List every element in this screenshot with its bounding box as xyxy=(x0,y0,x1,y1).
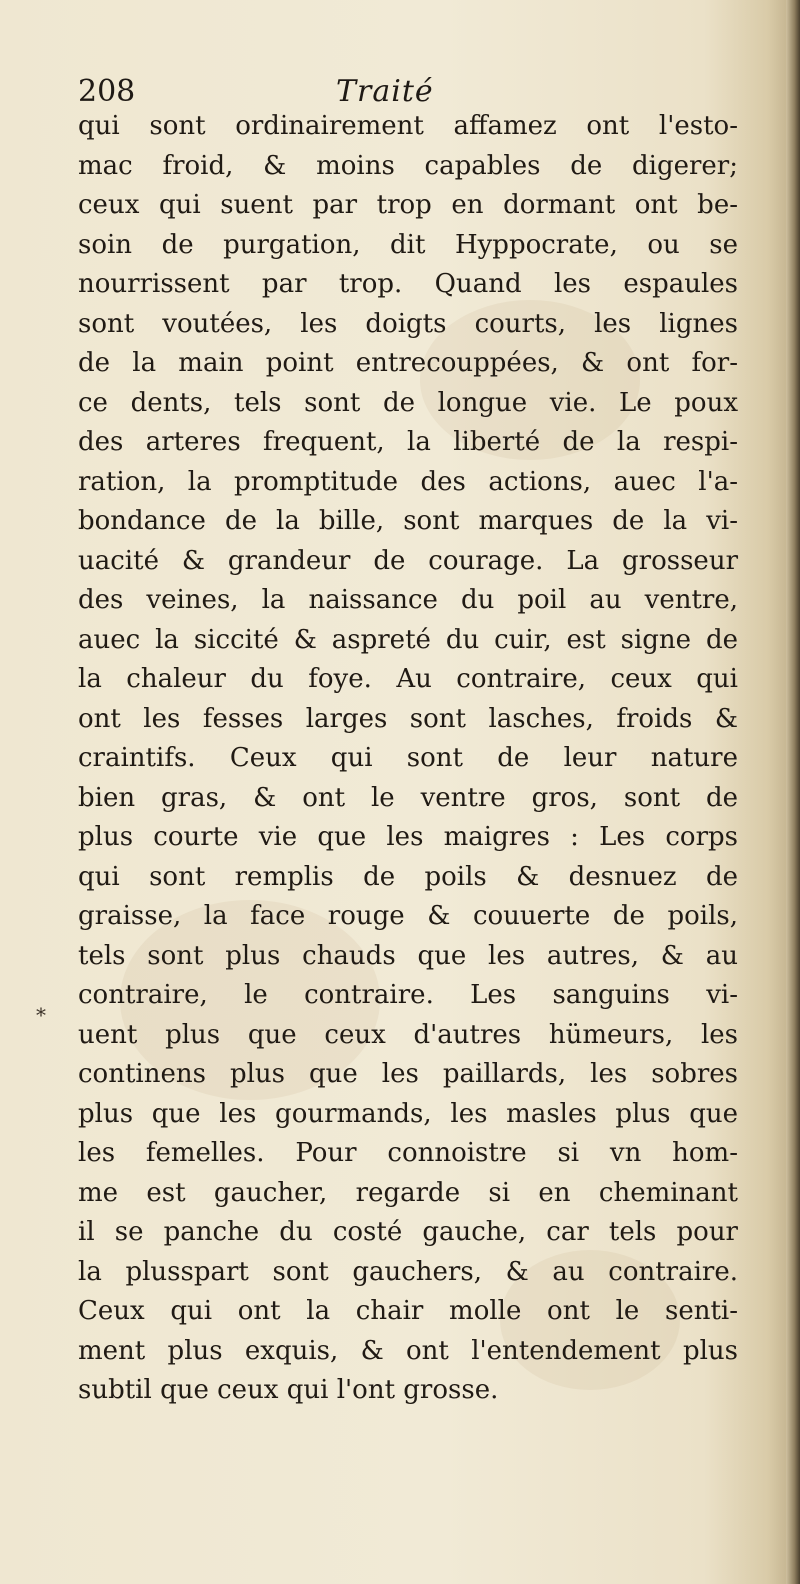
text-line: continens plus que les paillards, les sobres xyxy=(78,1059,738,1089)
text-line: me est gaucher, regarde si en cheminant xyxy=(78,1177,738,1208)
text-line: ce dents, tels sont de longue vie. Le poux xyxy=(78,387,738,418)
text-line: sont voutées, les doigts courts, les lignes xyxy=(78,308,738,339)
running-title: Traité xyxy=(336,74,434,109)
text-line: des arteres frequent, la liberté de la respi- xyxy=(78,427,738,457)
text-line: auec la siccité & aspreté du cuir, est signe de xyxy=(78,624,738,655)
text-line: tels sont plus chauds que les autres, & au xyxy=(78,940,738,971)
text-line: uent plus que ceux d'autres hümeurs, les xyxy=(78,1019,738,1050)
text-line: bien gras, & ont le ventre gros, sont de xyxy=(78,782,738,813)
page-edge xyxy=(786,0,800,1584)
text-line: la chaleur du foye. Au contraire, ceux qui xyxy=(78,664,738,694)
text-line: craintifs. Ceux qui sont de leur nature xyxy=(78,743,738,773)
text-line: bondance de la bille, sont marques de la vi- xyxy=(78,506,738,536)
text-line: de la main point entrecouppées, & ont for- xyxy=(78,348,738,378)
text-line: il se panche du costé gauche, car tels pour xyxy=(78,1217,738,1247)
text-line: les femelles. Pour connoistre si vn hom- xyxy=(78,1138,738,1168)
text-line: subtil que ceux qui l'ont grosse. xyxy=(78,1375,499,1405)
text-line: soin de purgation, dit Hyppocrate, ou se xyxy=(78,229,738,260)
body-text xyxy=(78,107,738,1411)
text-line: qui sont ordinairement affamez ont l'esto- xyxy=(78,111,738,141)
text-line: ment plus exquis, & ont l'entendement plus xyxy=(78,1335,738,1366)
text-line: mac froid, & moins capables de digerer; xyxy=(78,150,738,181)
text-line: nourrissent par trop. Quand les espaules xyxy=(78,269,738,299)
page-number: 208 xyxy=(78,74,136,109)
text-line: contraire, le contraire. Les sanguins vi- xyxy=(78,980,738,1010)
text-line: qui sont remplis de poils & desnuez de xyxy=(78,861,738,892)
text-line: ceux qui suent par trop en dormant ont be- xyxy=(78,190,738,220)
text-line: plus courte vie que les maigres : Les corps xyxy=(78,822,738,852)
text-line: la plusspart sont gauchers, & au contraire. xyxy=(78,1256,738,1287)
page-header xyxy=(78,72,498,112)
text-line: uacité & grandeur de courage. La grosseur xyxy=(78,545,738,576)
margin-asterisk: * xyxy=(36,1003,46,1027)
text-line: ration, la promptitude des actions, auec l'a- xyxy=(78,466,738,497)
text-line: ont les fesses larges sont lasches, froids & xyxy=(78,703,738,734)
text-line: des veines, la naissance du poil au ventre, xyxy=(78,585,738,615)
text-line: Ceux qui ont la chair molle ont le senti- xyxy=(78,1296,738,1326)
text-line: graisse, la face rouge & couuerte de poils, xyxy=(78,901,738,931)
text-line: plus que les gourmands, les masles plus que xyxy=(78,1098,738,1129)
